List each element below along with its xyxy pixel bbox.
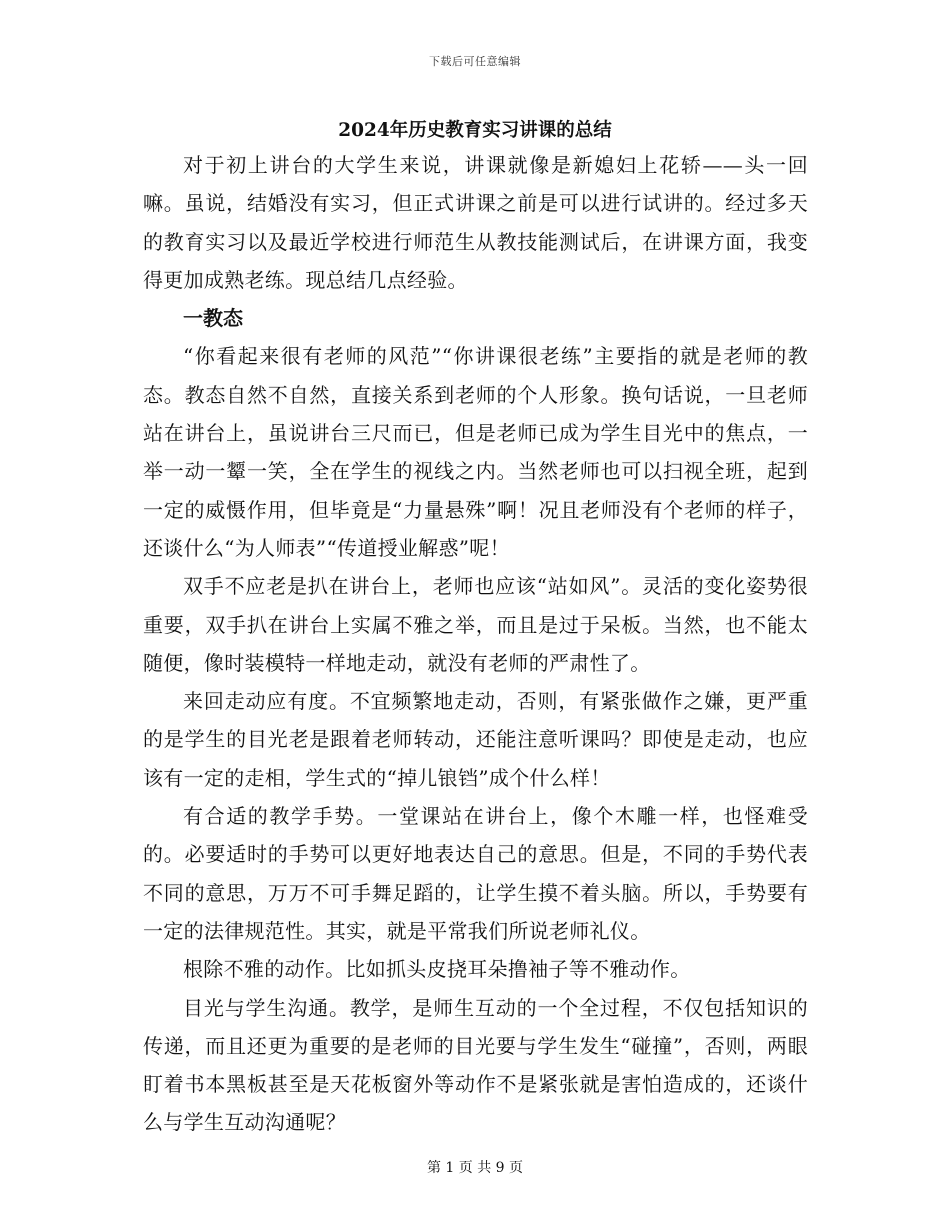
body-paragraph: 双手不应老是扒在讲台上，老师也应该“站如风”。灵活的变化姿势很重要，双手扒在讲台上实属不雅之举，而且是过于呆板。当然，也不能太随便，像时装模特一样地走动，就没有老师的严肃性了。 [143,574,808,675]
body-paragraph: 有合适的教学手势。一堂课站在讲台上，像个木雕一样，也怪难受的。必要适时的手势可以更好地表达自己的意思。但是，不同的手势代表不同的意思，万万不可手舞足蹈的，让学生摸不着头脑。所以，手势要有一定的法律规范性。其实，就是平常我们所说老师礼仪。 [143,804,808,943]
section-heading: 一教态 [183,306,243,331]
body-paragraph: “你看起来很有老师的风范”“你讲课很老练”主要指的就是老师的教态。教态自然不自然，直接关系到老师的个人形象。换句话说，一旦老师站在讲台上，虽说讲台三尺而已，但是老师已成为学生目光中的焦点，一举一动一颦一笑，全在学生的视线之内。当然老师也可以扫视全班，起到一定的威慑作用，但毕竟是“力量悬殊”啊！况且老师没有个老师的样子，还谈什么“为人师表”“传道授业解惑”呢！ [143,344,808,560]
page-number-footer: 第 1 页 共 9 页 [426,1160,524,1176]
header-note: 下载后可任意编辑 [429,55,521,68]
intro-paragraph: 对于初上讲台的大学生来说，讲课就像是新媳妇上花轿——头一回嘛。虽说，结婚没有实习，但正式讲课之前是可以进行试讲的。经过多天的教育实习以及最近学校进行师范生从教技能测试后，在讲课方面，我变得更加成熟老练。现总结几点经验。 [143,153,808,292]
document-body [143,146,808,1142]
body-paragraph: 根除不雅的动作。比如抓头皮挠耳朵撸袖子等不雅动作。 [183,957,691,982]
body-paragraph: 目光与学生沟通。教学，是师生互动的一个全过程，不仅包括知识的传递，而且还更为重要的是老师的目光要与学生发生“碰撞”，否则，两眼盯着书本黑板甚至是天花板窗外等动作不是紧张就是害怕造成的，还谈什么与学生互动沟通呢？ [143,995,808,1135]
body-paragraph: 来回走动应有度。不宜频繁地走动，否则，有紧张做作之嫌，更严重的是学生的目光老是跟着老师转动，还能注意听课吗？即使是走动，也应该有一定的走相，学生式的“掉儿锒铛”成个什么样！ [143,689,808,790]
document-title: 2024年历史教育实习讲课的总结 [338,120,612,141]
